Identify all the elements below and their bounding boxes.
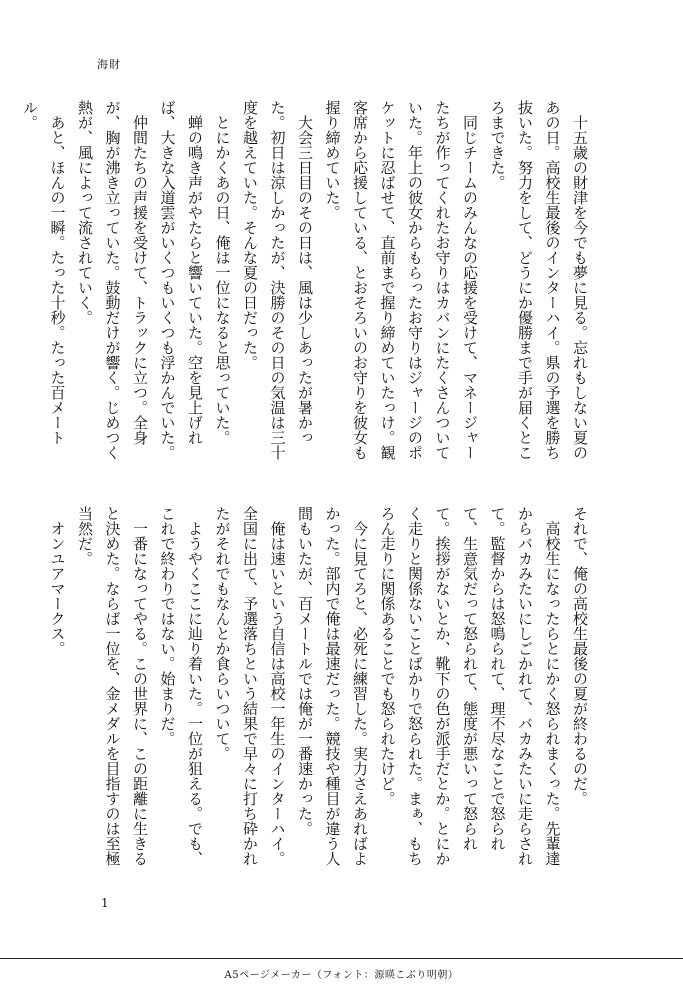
paragraph: 十五歳の財津を今でも夢に見る。忘れもしない夏のあの日。高校生最後のインターハイ。県の予選を勝ち抜いた。努力をして、どうにか優勝まで手が届くところまできた。 (488, 100, 589, 460)
lower-text-block (48, 506, 593, 878)
paragraph: とにかくあの日、俺は一位になると思っていた。 (213, 115, 232, 445)
footer-divider (0, 958, 683, 959)
running-header-title: 海財 (97, 58, 121, 71)
paragraph: 高校生になったらとにかく怒られまくった。先輩達からバカみたいにしごかれて、バカみたいに走らされて。監督からは怒鳴られて、理不尽なことで怒られて、生意気だって怒られて、態度が悪いって怒られて。挨拶がないとか、靴下の色が派手だとか。とにかく走りと関係ないことばかりで怒られた。まぁ、もちろん走りに関係あることでも怒られたけど。 (378, 506, 562, 866)
paragraph: 大会三日目のその日は、風は少しあったが暑かった。初日は涼しかったが、決勝のその日の気温は三十度を越えていた。そんな夏の日だった。 (241, 100, 314, 460)
paragraph: それで、俺の高校生最後の夏が終わるのだ。 (571, 506, 589, 806)
paragraph: 俺は速いという自信は高校一年生のインターハイ。全国に出て、予選落ちという結果で早々に打ち砕かれたがそれでもなんとか食らいついて。 (213, 506, 287, 866)
paragraph: 一番になってやる。この世界に、この距離に生きると決めた。ならば一位を、金メダルを目指すのは至極当然だ。 (76, 506, 149, 866)
upper-text-block (21, 100, 593, 472)
paragraph: ようやくここに辿り着いた。一位が狙える。でも、これで終わりではない。始まりだ。 (158, 506, 204, 866)
footer-caption: A5ページメーカー（フォント：源暎こぶり明朝） (224, 970, 459, 981)
paragraph: オンユアマークス。 (48, 521, 67, 656)
page-number: 1 (101, 896, 109, 910)
paragraph: 今に見てろと、必死に練習した。実力さえあればよかった。部内で俺は最速だった。競技や種目が違う人間もいたが、百メートルでは俺が一番速かった。 (296, 506, 369, 866)
paragraph: あと、ほんの一瞬。たった十秒。たった百メートル。 (21, 100, 67, 445)
paragraph: 同じチームのみんなの応援を受けて、マネージャーたちが作ってくれたお守りはカバンにたくさんついていた。年上の彼女からもらったお守りはジャージのポケットに忍ばせて、直前まで握り締めていたっけ。観客席から応援している、とおそろいのお守りを彼女も握り締めていた。 (323, 100, 479, 460)
paragraph: 仲間たちの声援を受けて、トラックに立つ。全身が、胸が沸き立っていた。鼓動だけが響く。じめつく熱が、風によって流されていく。 (76, 100, 149, 460)
paragraph: 蝉の鳴き声がやたらと響いていた。空を見上げれば、大きな入道雲がいくつもいくつも浮かんでいた。 (158, 100, 204, 460)
